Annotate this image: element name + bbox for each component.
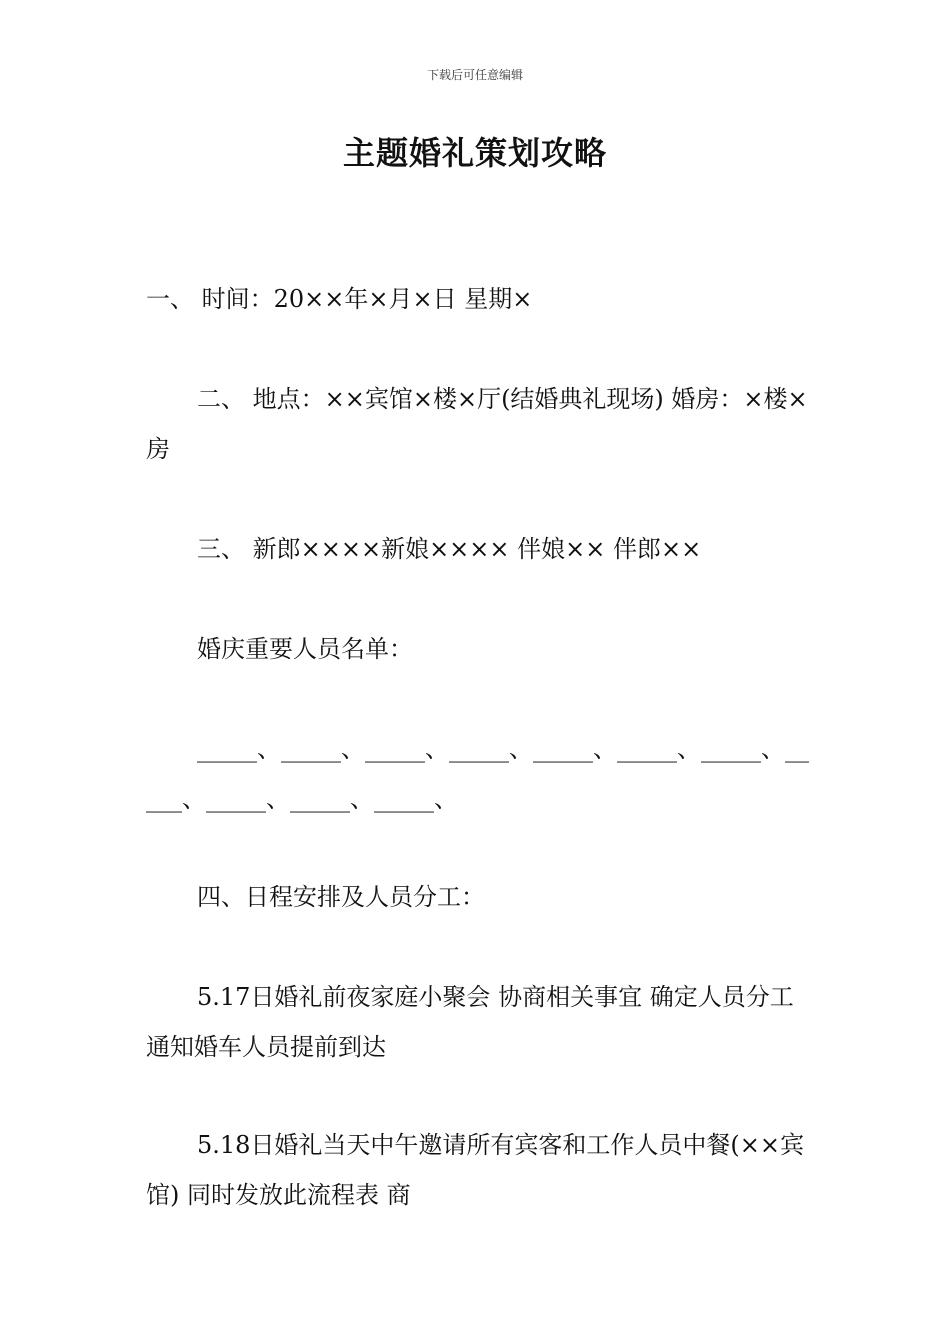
paragraph-schedule-0517: 5.17日婚礼前夜家庭小聚会 协商相关事宜 确定人员分工 通知婚车人员提前到达 [146, 983, 794, 1061]
paragraph-schedule-heading: 四、日程安排及人员分工： [197, 883, 485, 911]
paragraph-time: 一、 时间：20××年×月×日 星期× [146, 285, 533, 313]
paragraph-schedule-0518: 5.18日婚礼当天中午邀请所有宾客和工作人员中餐(××宾馆) 同时发放此流程表 商 [146, 1131, 805, 1209]
paragraph-location: 二、 地点：××宾馆×楼×厅(结婚典礼现场) 婚房：×楼×房 [146, 385, 808, 463]
paragraph-couple: 三、 新郎××××新娘×××× 伴娘×× 伴郎×× [197, 535, 702, 563]
paragraph-staff-heading: 婚庆重要人员名单： [197, 635, 413, 663]
document-title: 主题婚礼策划攻略 [342, 134, 607, 172]
page-header-note: 下载后可任意编辑 [426, 68, 523, 82]
paragraph-staff-blanks: _____、_____、_____、_____、_____、_____、_____、_____、_____、_____、_____、 [146, 735, 809, 813]
